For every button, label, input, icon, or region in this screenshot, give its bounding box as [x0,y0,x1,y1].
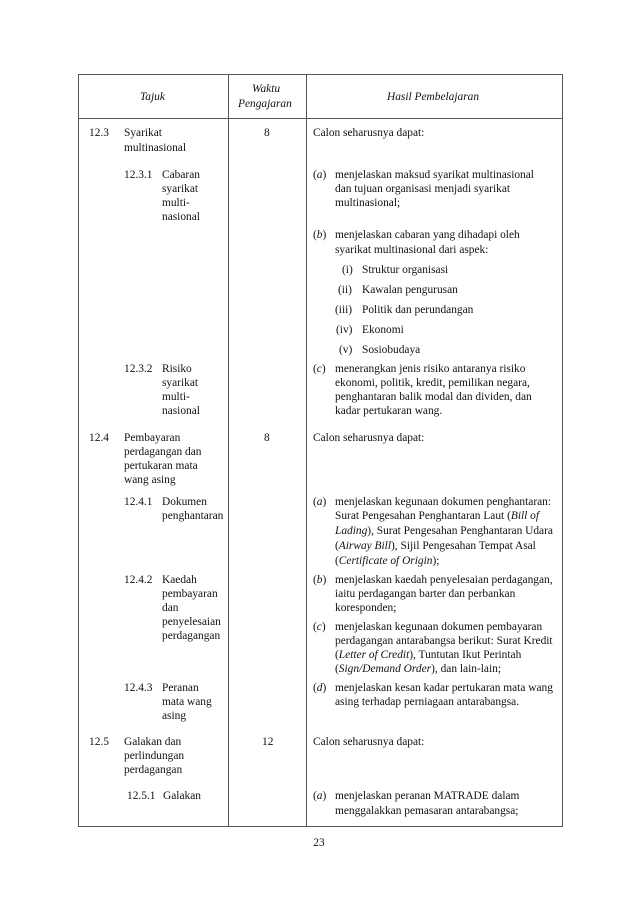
outcome-text: menjelaskan kegunaan dokumen pembayaran [335,621,543,633]
section-title: Pembayaran [124,432,181,444]
aspect-marker: (iv) [336,324,353,336]
outcome-text: syarikat multinasional dari aspek: [335,244,489,256]
aspect-text: Struktur organisasi [362,264,449,276]
outcome-text: multinasional; [335,197,401,209]
subtopic-title: nasional [162,405,200,417]
subtopic-title: Kaedah [162,574,197,586]
subtopic-title: Dokumen [162,496,207,508]
outcome-text: menerangkan jenis risiko antaranya risiko [335,363,526,375]
aspect-text: Kawalan pengurusan [362,284,458,296]
outcome-marker: (b) [313,229,327,241]
section-title: Syarikat [124,127,162,139]
section-title: perdagangan [124,764,183,776]
outcome-text: Surat Pengesahan Penghantaran Laut (Bill of [335,510,540,522]
subtopic-number: 12.3.1 [124,169,153,181]
outcome-intro: Calon seharusnya dapat: [313,127,425,139]
subtopic-title: Peranan [162,682,199,694]
outcome-intro: Calon seharusnya dapat: [313,736,425,748]
subtopic-title: multi- [162,391,190,403]
outcome-text: iaitu perdagangan barter dan perbankan [335,588,516,600]
subtopic-title: asing [162,710,187,722]
subtopic-title: syarikat [162,183,199,195]
aspect-text: Sosiobudaya [362,344,421,356]
section-title: pertukaran mata [124,460,198,472]
outcome-text: menggalakkan pemasaran antarabangsa; [335,805,519,817]
aspect-marker: (ii) [338,284,352,296]
subtopic-title: penyelesaian [162,616,221,628]
outcome-text: menjelaskan kesan kadar pertukaran mata wang [335,682,553,694]
outcome-marker: (a) [313,169,327,181]
subtopic-number: 12.3.2 [124,363,153,375]
outcome-intro: Calon seharusnya dapat: [313,432,425,444]
outcome-text: ekonomi, politik, kredit, pemilikan negara, [335,377,530,389]
subtopic-title: Risiko [162,363,192,375]
outcome-text: Lading), Surat Pengesahan Penghantaran Udara [335,525,553,537]
section-number: 12.5 [89,736,109,748]
page-number: 23 [313,837,325,849]
section-title: wang asing [124,474,176,486]
outcome-marker: (c) [313,621,326,633]
outcome-text: menjelaskan cabaran yang dihadapi oleh [335,229,520,241]
section-title: perdagangan dan [124,446,202,458]
section-number: 12.4 [89,432,109,444]
aspect-marker: (i) [342,264,353,276]
section-title: Galakan dan [124,736,182,748]
section-title: perlindungan [124,750,185,762]
outcome-marker: (d) [313,682,327,694]
outcome-text: penghantaran balik modal dan dividen, dan [335,391,532,403]
outcome-text: asing terhadap perniagaan antarabangsa. [335,696,520,708]
outcome-text: (Airway Bill), Sijil Pengesahan Tempat Asal [335,540,536,552]
subtopic-number: 12.4.2 [124,574,153,586]
subtopic-title: pembayaran [162,588,218,600]
teaching-hours: 8 [264,127,270,139]
section-title: multinasional [124,142,187,154]
header-pengajaran: Pengajaran [238,98,292,110]
outcome-text: (Certificate of Origin); [335,555,440,567]
outcome-text: (Sign/Demand Order), dan lain-lain; [335,663,501,675]
outcome-text: menjelaskan maksud syarikat multinasional [335,169,534,181]
subtopic-number: 12.4.1 [124,496,153,508]
outcome-text: menjelaskan kegunaan dokumen penghantaran: [335,496,552,508]
header-hasil: Hasil Pembelajaran [387,91,480,103]
subtopic-number: 12.4.3 [124,682,153,694]
aspect-marker: (iii) [335,304,353,316]
outcome-marker: (a) [313,790,327,802]
outcome-marker: (b) [313,574,327,586]
subtopic-number: 12.5.1 [127,790,156,802]
subtopic-title: perdagangan [162,630,221,642]
outcome-marker: (a) [313,496,327,508]
subtopic-title: dan [162,602,179,614]
header-tajuk: Tajuk [140,91,165,103]
subtopic-title: Cabaran [162,169,200,181]
outcome-marker: (c) [313,363,326,375]
aspect-text: Ekonomi [362,324,404,336]
aspect-text: Politik dan perundangan [362,304,474,316]
teaching-hours: 12 [262,736,274,748]
section-number: 12.3 [89,127,109,139]
subtopic-title: nasional [162,211,200,223]
column-divider-2 [306,74,307,827]
outcome-text: dan tujuan organisasi menjadi syarikat [335,183,511,195]
subtopic-title: mata wang [162,696,212,708]
subtopic-title: penghantaran [162,510,224,522]
subtopic-title: multi- [162,197,190,209]
subtopic-title: Galakan [163,790,201,802]
outcome-text: (Letter of Credit), Tuntutan Ikut Perintah [335,649,522,661]
column-divider-1 [228,74,229,827]
header-waktu: Waktu [252,83,281,95]
outcome-text: menjelaskan peranan MATRADE dalam [335,790,520,802]
outcome-text: koresponden; [335,602,397,614]
aspect-marker: (v) [339,344,353,356]
outcome-text: menjelaskan kaedah penyelesaian perdagangan, [335,574,553,586]
outcome-text: perdagangan antarabangsa berikut: Surat Kredit [335,635,553,647]
header-divider [78,118,563,119]
subtopic-title: syarikat [162,377,199,389]
teaching-hours: 8 [264,432,270,444]
outcome-text: kadar pertukaran wang. [335,405,443,417]
